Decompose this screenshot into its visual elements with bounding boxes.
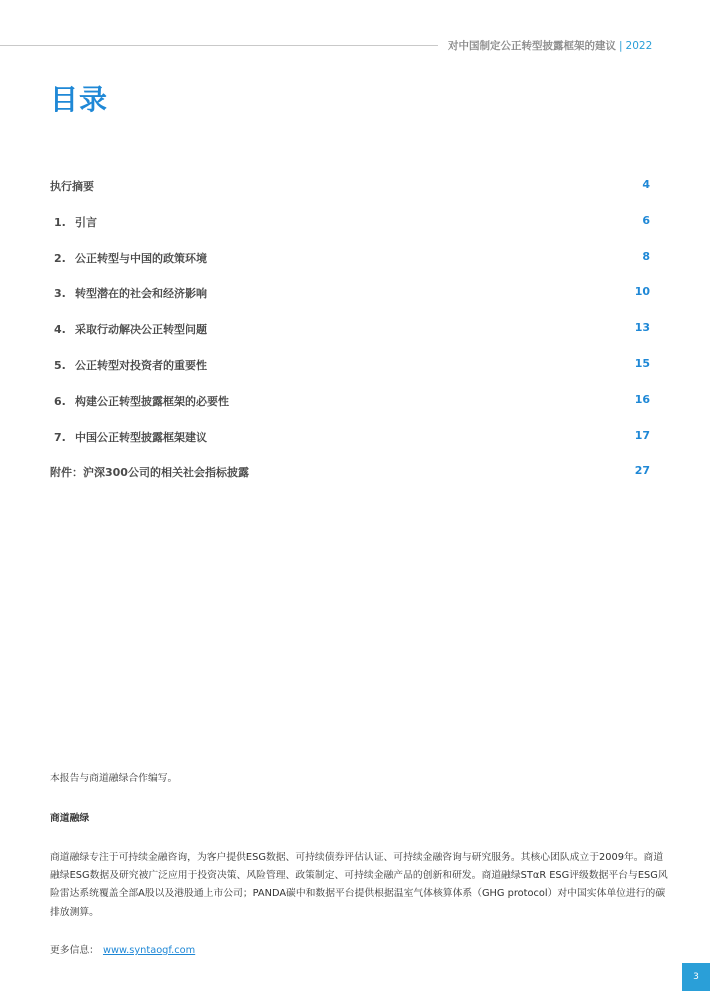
toc-entry-framework-necessity[interactable]: [50, 385, 650, 421]
report-title: 对中国制定公正转型披露框架的建议: [448, 40, 616, 52]
toc-entry-page: 17: [634, 428, 650, 442]
toc-entry-framework-recommendations[interactable]: [50, 421, 650, 457]
header-rule: [0, 45, 438, 46]
toc-entry-page: 6: [642, 213, 650, 227]
toc-entry-taking-action[interactable]: [50, 313, 650, 349]
toc-entry-text: 转型潜在的社会和经济影响: [75, 287, 207, 301]
running-header: [448, 38, 652, 53]
collaboration-note: 本报告与商道融绿合作编写。: [50, 773, 178, 784]
table-of-contents: [50, 170, 650, 492]
toc-entry-text: 构建公正转型披露框架的必要性: [75, 394, 229, 408]
toc-entry-text: 中国公正转型披露框架建议: [75, 430, 207, 444]
toc-entry-label: [50, 393, 229, 409]
toc-entry-introduction[interactable]: [50, 206, 650, 242]
toc-entry-number: 7.: [54, 430, 66, 444]
toc-entry-page: 8: [642, 249, 650, 263]
toc-entry-executive-summary[interactable]: [50, 170, 650, 206]
more-info: [50, 942, 195, 956]
report-year: 2022: [625, 40, 653, 52]
page-number: 3: [693, 972, 699, 982]
toc-entry-label: [50, 214, 97, 230]
toc-entry-number: 2.: [54, 251, 66, 265]
toc-entry-number: 5.: [54, 358, 66, 372]
toc-entry-label: [50, 321, 207, 337]
toc-entry-page: 27: [634, 464, 650, 478]
toc-entry-investor-importance[interactable]: [50, 349, 650, 385]
toc-entry-text: 引言: [75, 215, 97, 229]
more-info-label: 更多信息：: [50, 945, 99, 956]
toc-entry-policy-environment[interactable]: [50, 242, 650, 278]
toc-entry-label: [50, 429, 207, 445]
toc-entry-social-economic-impact[interactable]: [50, 277, 650, 313]
toc-entry-number: 6.: [54, 394, 66, 408]
toc-entry-label: [50, 250, 207, 266]
toc-entry-page: 10: [634, 285, 650, 299]
toc-entry-page: 15: [634, 356, 650, 370]
toc-entry-label: 执行摘要: [50, 180, 94, 193]
toc-entry-text: 公正转型与中国的政策环境: [75, 251, 207, 265]
toc-entry-page: 13: [634, 321, 650, 335]
toc-entry-page: 16: [634, 392, 650, 406]
toc-entry-number: 1.: [54, 215, 66, 229]
partner-description: 商道融绿专注于可持续金融咨询，为客户提供ESG数据、可持续债券评估认证、可持续金融咨询与研究服务。其核心团队成立于2009年。商道融绿ESG数据及研究被广泛应用于投资决策、风险管理、政策制定、可持续金融产品的创新和研发。商道融绿STαR ESG评级数据平台与ESG风险雷达系统覆盖全部A股以及港股通上市公司；PANDA碳中和数据平台提供根据温室气体核算体系（GHG protocol）对中国实体单位进行的碳排放测算。: [50, 852, 668, 918]
header-separator: |: [619, 40, 623, 52]
page-number-badge: [682, 963, 710, 991]
toc-entry-page: 4: [642, 178, 650, 191]
website-link[interactable]: www.syntaogf.com: [102, 945, 196, 956]
toc-entry-number: 4.: [54, 323, 66, 337]
toc-title: 目录: [50, 83, 109, 116]
toc-entry-appendix[interactable]: [50, 456, 650, 492]
toc-entry-label: 附件：沪深300公司的相关社会指标披露: [50, 466, 249, 480]
toc-entry-number: 3.: [54, 287, 66, 301]
toc-entry-text: 采取行动解决公正转型问题: [75, 323, 207, 337]
partner-heading: 商道融绿: [50, 813, 90, 824]
toc-entry-text: 公正转型对投资者的重要性: [75, 358, 207, 372]
toc-entry-label: [50, 357, 207, 373]
toc-entry-label: [50, 285, 207, 301]
